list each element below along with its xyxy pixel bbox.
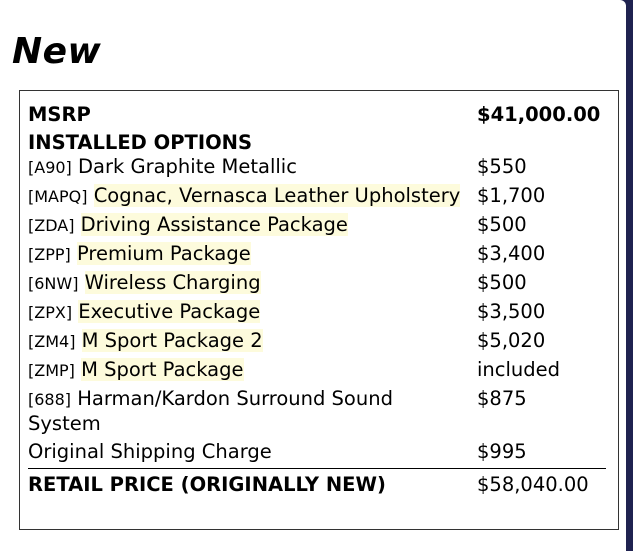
option-price: $550: [477, 155, 527, 178]
option-name: M Sport Package: [81, 358, 244, 381]
option-name: Executive Package: [78, 300, 261, 323]
retail-price-label: RETAIL PRICE (ORIGINALLY NEW): [28, 469, 477, 498]
option-row: [28, 213, 606, 242]
option-row: [28, 329, 606, 358]
shipping-label: Original Shipping Charge: [28, 440, 272, 463]
shipping-price: $995: [477, 440, 527, 463]
page-title: New: [12, 31, 102, 72]
option-price: $875: [477, 387, 527, 410]
option-name: Dark Graphite Metallic: [78, 155, 297, 178]
option-row: [28, 271, 606, 300]
retail-price-row: [28, 469, 606, 498]
msrp-price: $41,000.00: [477, 103, 601, 126]
option-name: M Sport Package 2: [81, 329, 263, 352]
options-header: INSTALLED OPTIONS: [28, 131, 253, 154]
option-row: [28, 242, 606, 271]
option-row: [28, 358, 606, 387]
option-code: [688]: [28, 390, 72, 409]
msrp-row: [28, 103, 606, 131]
option-price: $5,020: [477, 329, 546, 352]
option-code: [ZPX]: [28, 303, 73, 322]
option-name: Driving Assistance Package: [80, 213, 348, 236]
option-code: [ZM4]: [28, 332, 76, 351]
option-code: [MAPQ]: [28, 187, 88, 206]
options-header-row: [28, 131, 606, 155]
option-price: $1,700: [477, 184, 546, 207]
option-price: $3,500: [477, 300, 546, 323]
option-row: [28, 184, 606, 213]
price-breakdown-box: [19, 90, 619, 530]
option-row: [28, 387, 606, 440]
option-code: [A90]: [28, 158, 72, 177]
option-price: $500: [477, 213, 527, 236]
option-code: [ZDA]: [28, 216, 75, 235]
option-price: $3,400: [477, 242, 546, 265]
option-code: [ZPP]: [28, 245, 71, 264]
option-row: [28, 155, 606, 184]
option-name: Harman/Kardon Surround Sound System: [28, 387, 393, 435]
option-name: Cognac, Vernasca Leather Upholstery: [93, 184, 461, 207]
retail-price-value: $58,040.00: [477, 469, 606, 498]
price-table: [28, 103, 606, 497]
option-price: included: [477, 358, 561, 381]
option-name: Premium Package: [76, 242, 251, 265]
shipping-row: [28, 440, 606, 469]
option-price: $500: [477, 271, 527, 294]
option-code: [ZMP]: [28, 361, 75, 380]
option-row: [28, 300, 606, 329]
option-code: [6NW]: [28, 274, 79, 293]
msrp-label: MSRP: [28, 103, 91, 126]
option-name: Wireless Charging: [84, 271, 261, 294]
